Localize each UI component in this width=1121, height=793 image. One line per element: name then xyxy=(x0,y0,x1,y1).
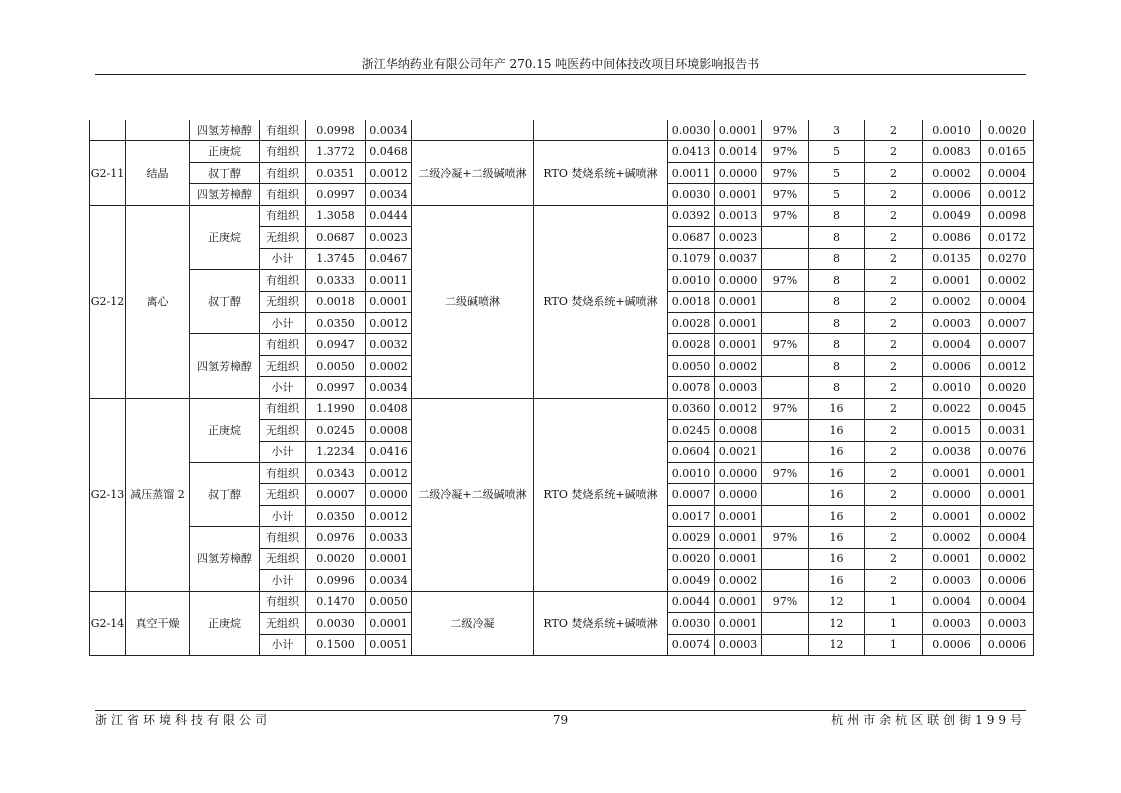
emission-rate-cell: 0.0001 xyxy=(715,291,762,312)
duration-cell: 8 xyxy=(809,334,865,355)
emission-amount-cell: 0.0074 xyxy=(668,634,715,655)
rate-a-cell: 0.0002 xyxy=(923,527,981,548)
generation-amount-cell: 0.0343 xyxy=(306,463,366,484)
source-id-cell: G2-11 xyxy=(90,141,126,205)
rate-b-cell: 0.0004 xyxy=(981,527,1034,548)
emission-amount-cell: 0.0044 xyxy=(668,591,715,612)
generation-rate-cell: 0.0012 xyxy=(366,505,412,526)
emission-amount-cell: 0.0360 xyxy=(668,398,715,419)
efficiency-cell xyxy=(762,355,809,376)
source-id-cell xyxy=(90,120,126,141)
emission-rate-cell: 0.0002 xyxy=(715,355,762,376)
generation-amount-cell: 1.3058 xyxy=(306,205,366,226)
count-cell: 2 xyxy=(865,441,923,462)
duration-cell: 8 xyxy=(809,312,865,333)
rate-a-cell: 0.0049 xyxy=(923,205,981,226)
rate-a-cell: 0.0086 xyxy=(923,227,981,248)
process-cell xyxy=(126,120,190,141)
document-header-title: 浙江华纳药业有限公司年产 270.15 吨医药中间体技改项目环境影响报告书 xyxy=(361,57,760,71)
efficiency-cell: 97% xyxy=(762,184,809,205)
rate-a-cell: 0.0001 xyxy=(923,463,981,484)
emission-rate-cell: 0.0000 xyxy=(715,484,762,505)
generation-amount-cell: 1.3772 xyxy=(306,141,366,162)
treatment-cell: 二级冷凝 xyxy=(412,591,534,655)
count-cell: 2 xyxy=(865,527,923,548)
rate-b-cell: 0.0045 xyxy=(981,398,1034,419)
emission-amount-cell: 0.0049 xyxy=(668,570,715,591)
rate-a-cell: 0.0015 xyxy=(923,420,981,441)
count-cell: 2 xyxy=(865,505,923,526)
emission-type-cell: 有组织 xyxy=(260,398,306,419)
rate-b-cell: 0.0002 xyxy=(981,270,1034,291)
generation-rate-cell: 0.0000 xyxy=(366,484,412,505)
count-cell: 2 xyxy=(865,398,923,419)
efficiency-cell: 97% xyxy=(762,270,809,291)
count-cell: 2 xyxy=(865,205,923,226)
emission-rate-cell: 0.0000 xyxy=(715,463,762,484)
rate-b-cell: 0.0020 xyxy=(981,377,1034,398)
generation-amount-cell: 0.0687 xyxy=(306,227,366,248)
rate-b-cell: 0.0098 xyxy=(981,205,1034,226)
efficiency-cell xyxy=(762,312,809,333)
rate-b-cell: 0.0002 xyxy=(981,548,1034,569)
source-id-cell: G2-13 xyxy=(90,398,126,591)
generation-amount-cell: 0.0245 xyxy=(306,420,366,441)
emission-amount-cell: 0.0413 xyxy=(668,141,715,162)
emission-type-cell: 小计 xyxy=(260,441,306,462)
rate-b-cell: 0.0165 xyxy=(981,141,1034,162)
efficiency-cell: 97% xyxy=(762,141,809,162)
rate-b-cell: 0.0076 xyxy=(981,441,1034,462)
source-id-cell: G2-12 xyxy=(90,205,126,398)
emission-type-cell: 有组织 xyxy=(260,120,306,141)
count-cell: 2 xyxy=(865,120,923,141)
generation-amount-cell: 0.0030 xyxy=(306,613,366,634)
generation-rate-cell: 0.0001 xyxy=(366,291,412,312)
efficiency-cell: 97% xyxy=(762,527,809,548)
count-cell: 1 xyxy=(865,591,923,612)
generation-rate-cell: 0.0034 xyxy=(366,120,412,141)
efficiency-cell xyxy=(762,484,809,505)
emission-type-cell: 小计 xyxy=(260,570,306,591)
rate-a-cell: 0.0006 xyxy=(923,184,981,205)
count-cell: 2 xyxy=(865,227,923,248)
rate-b-cell: 0.0001 xyxy=(981,484,1034,505)
count-cell: 2 xyxy=(865,291,923,312)
efficiency-cell xyxy=(762,570,809,591)
rate-a-cell: 0.0000 xyxy=(923,484,981,505)
emission-rate-cell: 0.0023 xyxy=(715,227,762,248)
emission-amount-cell: 0.0245 xyxy=(668,420,715,441)
emission-amount-cell: 0.0029 xyxy=(668,527,715,548)
emission-rate-cell: 0.0001 xyxy=(715,527,762,548)
efficiency-cell xyxy=(762,634,809,655)
emission-rate-cell: 0.0012 xyxy=(715,398,762,419)
duration-cell: 16 xyxy=(809,527,865,548)
end-system-cell xyxy=(534,120,668,141)
emission-rate-cell: 0.0001 xyxy=(715,591,762,612)
emission-amount-cell: 0.0010 xyxy=(668,463,715,484)
emission-amount-cell: 0.0020 xyxy=(668,548,715,569)
emission-type-cell: 小计 xyxy=(260,377,306,398)
process-cell: 减压蒸馏 2 xyxy=(126,398,190,591)
duration-cell: 8 xyxy=(809,291,865,312)
generation-amount-cell: 0.0018 xyxy=(306,291,366,312)
efficiency-cell: 97% xyxy=(762,334,809,355)
generation-rate-cell: 0.0468 xyxy=(366,141,412,162)
generation-amount-cell: 0.0007 xyxy=(306,484,366,505)
efficiency-cell: 97% xyxy=(762,591,809,612)
generation-amount-cell: 0.0996 xyxy=(306,570,366,591)
process-cell: 真空干燥 xyxy=(126,591,190,655)
emission-amount-cell: 0.0078 xyxy=(668,377,715,398)
rate-a-cell: 0.0003 xyxy=(923,312,981,333)
emission-rate-cell: 0.0021 xyxy=(715,441,762,462)
duration-cell: 16 xyxy=(809,548,865,569)
table-row xyxy=(90,398,1034,419)
duration-cell: 16 xyxy=(809,441,865,462)
generation-amount-cell: 0.0333 xyxy=(306,270,366,291)
generation-amount-cell: 1.1990 xyxy=(306,398,366,419)
emission-type-cell: 无组织 xyxy=(260,484,306,505)
count-cell: 2 xyxy=(865,355,923,376)
generation-rate-cell: 0.0051 xyxy=(366,634,412,655)
emission-rate-cell: 0.0003 xyxy=(715,377,762,398)
efficiency-cell xyxy=(762,420,809,441)
pollutant-cell: 正庚烷 xyxy=(190,205,260,269)
emission-amount-cell: 0.0010 xyxy=(668,270,715,291)
footer-divider xyxy=(95,710,1026,711)
generation-amount-cell: 0.0351 xyxy=(306,162,366,183)
rate-a-cell: 0.0002 xyxy=(923,162,981,183)
rate-a-cell: 0.0135 xyxy=(923,248,981,269)
rate-b-cell: 0.0020 xyxy=(981,120,1034,141)
generation-amount-cell: 0.0947 xyxy=(306,334,366,355)
emission-amount-cell: 0.1079 xyxy=(668,248,715,269)
emission-amount-cell: 0.0007 xyxy=(668,484,715,505)
rate-b-cell: 0.0012 xyxy=(981,184,1034,205)
generation-amount-cell: 0.0997 xyxy=(306,377,366,398)
emission-type-cell: 有组织 xyxy=(260,184,306,205)
generation-rate-cell: 0.0034 xyxy=(366,184,412,205)
rate-a-cell: 0.0001 xyxy=(923,270,981,291)
generation-rate-cell: 0.0416 xyxy=(366,441,412,462)
rate-a-cell: 0.0004 xyxy=(923,591,981,612)
emission-amount-cell: 0.0392 xyxy=(668,205,715,226)
generation-rate-cell: 0.0032 xyxy=(366,334,412,355)
generation-rate-cell: 0.0012 xyxy=(366,463,412,484)
emission-rate-cell: 0.0001 xyxy=(715,184,762,205)
count-cell: 2 xyxy=(865,484,923,505)
rate-b-cell: 0.0012 xyxy=(981,355,1034,376)
emission-amount-cell: 0.0030 xyxy=(668,184,715,205)
generation-rate-cell: 0.0034 xyxy=(366,377,412,398)
emissions-table xyxy=(89,120,1034,656)
pollutant-cell: 正庚烷 xyxy=(190,398,260,462)
emission-type-cell: 无组织 xyxy=(260,613,306,634)
count-cell: 2 xyxy=(865,141,923,162)
generation-amount-cell: 1.2234 xyxy=(306,441,366,462)
efficiency-cell: 97% xyxy=(762,162,809,183)
rate-b-cell: 0.0003 xyxy=(981,613,1034,634)
source-id-cell: G2-14 xyxy=(90,591,126,655)
generation-rate-cell: 0.0012 xyxy=(366,162,412,183)
generation-rate-cell: 0.0033 xyxy=(366,527,412,548)
rate-a-cell: 0.0006 xyxy=(923,355,981,376)
emission-type-cell: 无组织 xyxy=(260,548,306,569)
pollutant-cell: 四氢芳樟醇 xyxy=(190,184,260,205)
table-row xyxy=(90,591,1034,612)
efficiency-cell xyxy=(762,227,809,248)
emission-rate-cell: 0.0002 xyxy=(715,570,762,591)
generation-amount-cell: 0.0998 xyxy=(306,120,366,141)
duration-cell: 12 xyxy=(809,613,865,634)
efficiency-cell: 97% xyxy=(762,205,809,226)
generation-rate-cell: 0.0011 xyxy=(366,270,412,291)
emission-type-cell: 无组织 xyxy=(260,355,306,376)
count-cell: 2 xyxy=(865,420,923,441)
emission-rate-cell: 0.0001 xyxy=(715,312,762,333)
efficiency-cell xyxy=(762,291,809,312)
treatment-cell: 二级冷凝+二级碱喷淋 xyxy=(412,141,534,205)
emission-rate-cell: 0.0001 xyxy=(715,613,762,634)
efficiency-cell xyxy=(762,248,809,269)
generation-amount-cell: 1.3745 xyxy=(306,248,366,269)
emission-rate-cell: 0.0001 xyxy=(715,120,762,141)
generation-rate-cell: 0.0012 xyxy=(366,312,412,333)
table-row xyxy=(90,141,1034,162)
rate-a-cell: 0.0010 xyxy=(923,120,981,141)
pollutant-cell: 叔丁醇 xyxy=(190,463,260,527)
table-row xyxy=(90,205,1034,226)
emission-type-cell: 小计 xyxy=(260,634,306,655)
generation-rate-cell: 0.0408 xyxy=(366,398,412,419)
generation-rate-cell: 0.0034 xyxy=(366,570,412,591)
efficiency-cell xyxy=(762,548,809,569)
generation-rate-cell: 0.0001 xyxy=(366,613,412,634)
emission-amount-cell: 0.0028 xyxy=(668,334,715,355)
treatment-cell: 二级碱喷淋 xyxy=(412,205,534,398)
duration-cell: 8 xyxy=(809,377,865,398)
emission-amount-cell: 0.0604 xyxy=(668,441,715,462)
duration-cell: 8 xyxy=(809,355,865,376)
emission-type-cell: 小计 xyxy=(260,312,306,333)
duration-cell: 16 xyxy=(809,463,865,484)
count-cell: 2 xyxy=(865,162,923,183)
table-body xyxy=(90,120,1034,655)
rate-b-cell: 0.0007 xyxy=(981,312,1034,333)
emission-type-cell: 有组织 xyxy=(260,463,306,484)
generation-rate-cell: 0.0001 xyxy=(366,548,412,569)
rate-b-cell: 0.0002 xyxy=(981,505,1034,526)
emission-type-cell: 有组织 xyxy=(260,205,306,226)
emission-amount-cell: 0.0030 xyxy=(668,613,715,634)
duration-cell: 16 xyxy=(809,420,865,441)
pollutant-cell: 叔丁醇 xyxy=(190,270,260,334)
rate-b-cell: 0.0007 xyxy=(981,334,1034,355)
generation-rate-cell: 0.0444 xyxy=(366,205,412,226)
emission-type-cell: 小计 xyxy=(260,248,306,269)
efficiency-cell xyxy=(762,377,809,398)
emission-type-cell: 有组织 xyxy=(260,334,306,355)
generation-amount-cell: 0.0976 xyxy=(306,527,366,548)
generation-amount-cell: 0.0350 xyxy=(306,505,366,526)
emission-type-cell: 无组织 xyxy=(260,420,306,441)
emission-type-cell: 有组织 xyxy=(260,162,306,183)
generation-amount-cell: 0.1470 xyxy=(306,591,366,612)
rate-a-cell: 0.0038 xyxy=(923,441,981,462)
emission-type-cell: 有组织 xyxy=(260,270,306,291)
rate-a-cell: 0.0004 xyxy=(923,334,981,355)
emission-type-cell: 有组织 xyxy=(260,141,306,162)
rate-a-cell: 0.0001 xyxy=(923,505,981,526)
count-cell: 2 xyxy=(865,334,923,355)
rate-b-cell: 0.0004 xyxy=(981,162,1034,183)
efficiency-cell xyxy=(762,441,809,462)
efficiency-cell: 97% xyxy=(762,398,809,419)
generation-rate-cell: 0.0002 xyxy=(366,355,412,376)
count-cell: 2 xyxy=(865,248,923,269)
duration-cell: 3 xyxy=(809,120,865,141)
generation-amount-cell: 0.0050 xyxy=(306,355,366,376)
emission-amount-cell: 0.0030 xyxy=(668,120,715,141)
emission-rate-cell: 0.0037 xyxy=(715,248,762,269)
rate-a-cell: 0.0002 xyxy=(923,291,981,312)
emission-rate-cell: 0.0014 xyxy=(715,141,762,162)
duration-cell: 8 xyxy=(809,248,865,269)
rate-b-cell: 0.0006 xyxy=(981,634,1034,655)
emission-type-cell: 有组织 xyxy=(260,527,306,548)
generation-amount-cell: 0.1500 xyxy=(306,634,366,655)
emission-rate-cell: 0.0000 xyxy=(715,270,762,291)
treatment-cell: 二级冷凝+二级碱喷淋 xyxy=(412,398,534,591)
page-number: 79 xyxy=(552,713,569,727)
efficiency-cell xyxy=(762,613,809,634)
emission-rate-cell: 0.0000 xyxy=(715,162,762,183)
rate-a-cell: 0.0010 xyxy=(923,377,981,398)
generation-rate-cell: 0.0023 xyxy=(366,227,412,248)
count-cell: 2 xyxy=(865,377,923,398)
rate-b-cell: 0.0270 xyxy=(981,248,1034,269)
generation-amount-cell: 0.0350 xyxy=(306,312,366,333)
generation-amount-cell: 0.0020 xyxy=(306,548,366,569)
count-cell: 2 xyxy=(865,548,923,569)
duration-cell: 8 xyxy=(809,270,865,291)
footer-company: 浙江省环境科技有限公司 xyxy=(95,713,272,727)
table-row xyxy=(90,120,1034,141)
emission-rate-cell: 0.0001 xyxy=(715,505,762,526)
rate-b-cell: 0.0004 xyxy=(981,291,1034,312)
count-cell: 2 xyxy=(865,463,923,484)
pollutant-cell: 叔丁醇 xyxy=(190,162,260,183)
duration-cell: 16 xyxy=(809,505,865,526)
pollutant-cell: 四氢芳樟醇 xyxy=(190,334,260,398)
rate-b-cell: 0.0006 xyxy=(981,570,1034,591)
rate-a-cell: 0.0083 xyxy=(923,141,981,162)
generation-rate-cell: 0.0467 xyxy=(366,248,412,269)
efficiency-cell: 97% xyxy=(762,120,809,141)
duration-cell: 12 xyxy=(809,591,865,612)
end-system-cell: RTO 焚烧系统+碱喷淋 xyxy=(534,141,668,205)
efficiency-cell xyxy=(762,505,809,526)
duration-cell: 5 xyxy=(809,184,865,205)
emission-rate-cell: 0.0013 xyxy=(715,205,762,226)
emission-type-cell: 无组织 xyxy=(260,227,306,248)
emission-amount-cell: 0.0050 xyxy=(668,355,715,376)
count-cell: 1 xyxy=(865,613,923,634)
duration-cell: 8 xyxy=(809,205,865,226)
efficiency-cell: 97% xyxy=(762,463,809,484)
rate-a-cell: 0.0003 xyxy=(923,570,981,591)
emission-type-cell: 无组织 xyxy=(260,291,306,312)
rate-a-cell: 0.0001 xyxy=(923,548,981,569)
emission-type-cell: 有组织 xyxy=(260,591,306,612)
end-system-cell: RTO 焚烧系统+碱喷淋 xyxy=(534,205,668,398)
duration-cell: 12 xyxy=(809,634,865,655)
process-cell: 结晶 xyxy=(126,141,190,205)
generation-rate-cell: 0.0050 xyxy=(366,591,412,612)
count-cell: 2 xyxy=(865,270,923,291)
rate-b-cell: 0.0172 xyxy=(981,227,1034,248)
end-system-cell: RTO 焚烧系统+碱喷淋 xyxy=(534,591,668,655)
rate-b-cell: 0.0001 xyxy=(981,463,1034,484)
rate-a-cell: 0.0022 xyxy=(923,398,981,419)
duration-cell: 16 xyxy=(809,484,865,505)
pollutant-cell: 正庚烷 xyxy=(190,591,260,655)
duration-cell: 16 xyxy=(809,398,865,419)
emission-rate-cell: 0.0001 xyxy=(715,548,762,569)
emission-type-cell: 小计 xyxy=(260,505,306,526)
emission-amount-cell: 0.0011 xyxy=(668,162,715,183)
duration-cell: 8 xyxy=(809,227,865,248)
emission-rate-cell: 0.0003 xyxy=(715,634,762,655)
header-divider xyxy=(95,74,1026,75)
emission-rate-cell: 0.0008 xyxy=(715,420,762,441)
emission-amount-cell: 0.0687 xyxy=(668,227,715,248)
emission-amount-cell: 0.0018 xyxy=(668,291,715,312)
count-cell: 2 xyxy=(865,184,923,205)
duration-cell: 5 xyxy=(809,141,865,162)
emission-amount-cell: 0.0017 xyxy=(668,505,715,526)
generation-rate-cell: 0.0008 xyxy=(366,420,412,441)
treatment-cell xyxy=(412,120,534,141)
process-cell: 离心 xyxy=(126,205,190,398)
rate-b-cell: 0.0031 xyxy=(981,420,1034,441)
rate-a-cell: 0.0003 xyxy=(923,613,981,634)
duration-cell: 5 xyxy=(809,162,865,183)
duration-cell: 16 xyxy=(809,570,865,591)
count-cell: 1 xyxy=(865,634,923,655)
emission-rate-cell: 0.0001 xyxy=(715,334,762,355)
emission-amount-cell: 0.0028 xyxy=(668,312,715,333)
pollutant-cell: 正庚烷 xyxy=(190,141,260,162)
rate-a-cell: 0.0006 xyxy=(923,634,981,655)
pollutant-cell: 四氢芳樟醇 xyxy=(190,120,260,141)
generation-amount-cell: 0.0997 xyxy=(306,184,366,205)
count-cell: 2 xyxy=(865,570,923,591)
pollutant-cell: 四氢芳樟醇 xyxy=(190,527,260,591)
rate-b-cell: 0.0004 xyxy=(981,591,1034,612)
end-system-cell: RTO 焚烧系统+碱喷淋 xyxy=(534,398,668,591)
count-cell: 2 xyxy=(865,312,923,333)
footer-address: 杭州市余杭区联创街199号 xyxy=(831,713,1026,727)
